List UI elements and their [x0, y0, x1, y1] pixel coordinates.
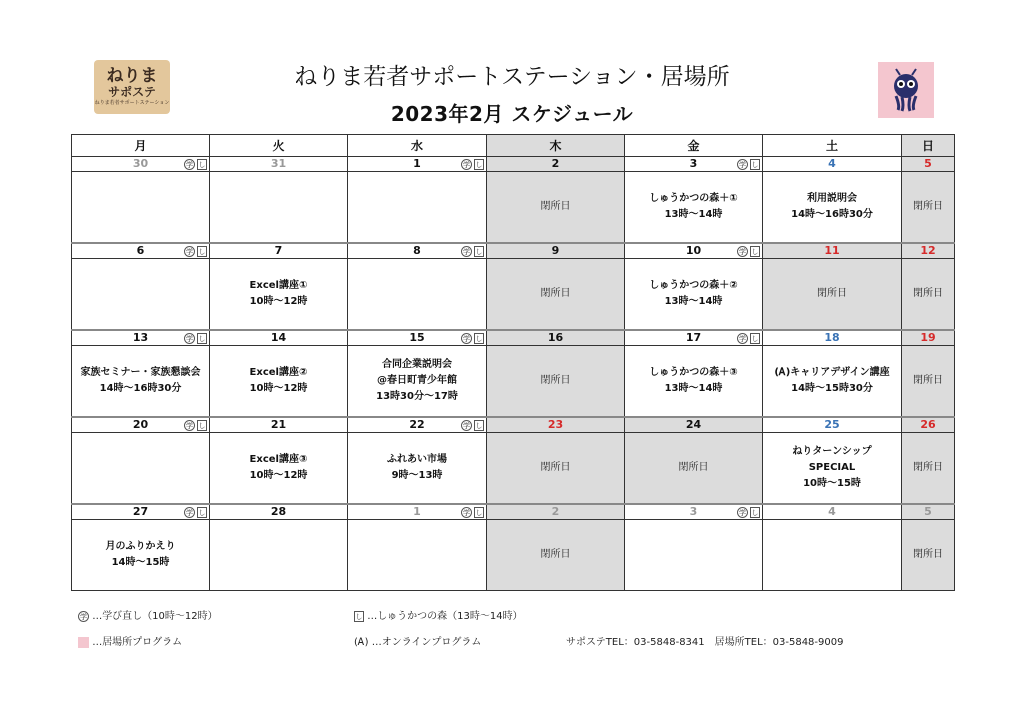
date-number: 21	[270, 418, 287, 431]
date-cell	[625, 330, 763, 346]
program-marks	[183, 505, 207, 519]
shukatsu-mark-icon: し	[355, 612, 363, 621]
program-marks	[736, 157, 760, 171]
event-cell	[210, 433, 348, 505]
closed-day-cell	[625, 433, 763, 505]
contact-info: サポステTEL：03-5848-8341 居場所TEL：03-5848-9009	[566, 637, 844, 648]
event-line: ねりターンシップ	[792, 446, 872, 457]
legend-online	[354, 633, 481, 648]
date-cell	[210, 157, 348, 172]
calendar-table	[71, 134, 955, 591]
program-marks	[460, 157, 484, 171]
manabi-mark-icon: 学	[739, 160, 746, 169]
program-marks	[183, 331, 207, 345]
event-line: 家族セミナー・家族懇談会	[80, 367, 201, 378]
event-line: Excel講座①	[249, 280, 308, 291]
date-number: 15	[409, 331, 425, 344]
event-line: ふれあい市場	[387, 454, 447, 465]
shukatsu-mark-icon: し	[475, 421, 483, 430]
legend-manabi-text: …学び直し（10時～12時）	[92, 611, 218, 622]
shukatsu-mark-icon: し	[475, 160, 483, 169]
event-cell	[763, 346, 902, 418]
closed-label: 閉所日	[540, 462, 571, 473]
event-cell	[763, 520, 902, 591]
event-cell	[72, 433, 210, 505]
shukatsu-mark-icon: し	[475, 334, 483, 343]
date-number: 23	[547, 418, 564, 431]
weekday-mon: 月	[72, 135, 210, 157]
shukatsu-mark-icon: し	[198, 247, 206, 256]
date-cell	[72, 504, 210, 520]
event-line: 10時～12時	[249, 296, 308, 307]
date-number: 14	[270, 331, 287, 344]
manabi-mark-icon: 学	[463, 508, 470, 517]
event-line: 13時～14時	[664, 383, 723, 394]
manabi-mark-icon: 学	[739, 508, 746, 517]
closed-label: 閉所日	[913, 549, 943, 560]
program-marks	[183, 244, 207, 258]
date-number: 28	[270, 505, 287, 518]
program-marks	[183, 157, 207, 171]
legend-manabi	[78, 607, 218, 622]
date-cell	[763, 330, 902, 346]
date-cell	[487, 243, 625, 259]
date-cell	[72, 417, 210, 433]
shukatsu-mark-icon: し	[751, 334, 759, 343]
weekday-sat: 土	[763, 135, 902, 157]
closed-label: 閉所日	[540, 288, 571, 299]
date-cell	[72, 157, 210, 172]
legend-shukatsu	[354, 607, 523, 622]
program-marks	[460, 331, 484, 345]
event-cell	[72, 259, 210, 331]
closed-label: 閉所日	[913, 288, 943, 299]
closed-day-cell	[763, 259, 902, 331]
date-number: 13	[132, 331, 149, 344]
date-cell	[487, 330, 625, 346]
date-number: 12	[920, 244, 936, 257]
closed-label: 閉所日	[913, 201, 943, 212]
closed-day-cell	[487, 259, 625, 331]
shukatsu-mark-icon: し	[198, 508, 206, 517]
manabi-mark-icon: 学	[463, 334, 470, 343]
date-number: 9	[551, 244, 560, 257]
closed-day-cell	[902, 346, 955, 418]
shukatsu-mark-icon: し	[751, 508, 759, 517]
event-row	[72, 259, 955, 331]
date-cell	[763, 243, 902, 259]
date-cell	[902, 417, 955, 433]
event-line: 14時～15時	[111, 557, 170, 568]
weekday-tue: 火	[210, 135, 348, 157]
date-cell	[902, 157, 955, 172]
event-cell	[210, 172, 348, 244]
event-cell	[763, 433, 902, 505]
event-line: 14時～16時30分	[99, 383, 182, 394]
event-line: 9時～13時	[391, 470, 443, 481]
closed-day-cell	[902, 259, 955, 331]
event-row	[72, 346, 955, 418]
date-cell	[72, 243, 210, 259]
closed-label: 閉所日	[913, 462, 943, 473]
date-cell	[72, 330, 210, 346]
date-cell	[348, 504, 487, 520]
manabi-mark-icon: 学	[463, 160, 470, 169]
date-cell	[902, 243, 955, 259]
date-number: 4	[828, 157, 836, 170]
date-row	[72, 417, 955, 433]
date-cell	[902, 504, 955, 520]
event-cell	[348, 433, 487, 505]
closed-day-cell	[902, 433, 955, 505]
date-number: 11	[824, 244, 840, 257]
closed-day-cell	[487, 346, 625, 418]
weekday-wed: 水	[348, 135, 487, 157]
event-line: 13時～14時	[664, 296, 723, 307]
date-cell	[902, 330, 955, 346]
legend-online-text: …オンラインプログラム	[371, 637, 482, 648]
program-marks	[183, 418, 207, 432]
date-cell	[210, 504, 348, 520]
date-number: 20	[132, 418, 149, 431]
ibasho-program-icon	[78, 637, 89, 648]
closed-label: 閉所日	[540, 549, 571, 560]
event-line: しゅうかつの森＋③	[649, 367, 738, 378]
closed-label: 閉所日	[540, 201, 571, 212]
date-cell	[348, 243, 487, 259]
event-row	[72, 520, 955, 591]
date-cell	[763, 417, 902, 433]
event-line: Excel講座③	[249, 454, 308, 465]
event-cell	[625, 172, 763, 244]
date-number: 5	[924, 505, 932, 518]
date-row	[72, 157, 955, 172]
event-cell	[763, 172, 902, 244]
event-cell	[72, 520, 210, 591]
event-cell	[210, 520, 348, 591]
date-row	[72, 243, 955, 259]
date-number: 19	[920, 331, 936, 344]
date-cell	[625, 157, 763, 172]
event-line: 14時～16時30分	[791, 209, 873, 220]
date-number: 25	[824, 418, 840, 431]
date-number: 16	[547, 331, 564, 344]
logo-text-1: ねりま	[106, 65, 158, 86]
event-cell	[348, 520, 487, 591]
date-row	[72, 504, 955, 520]
date-number: 2	[551, 157, 560, 170]
event-row	[72, 433, 955, 505]
manabi-mark-icon: 学	[739, 334, 746, 343]
date-cell	[210, 243, 348, 259]
legend-ibasho	[78, 633, 182, 648]
event-line: 10時～12時	[249, 383, 308, 394]
closed-day-cell	[487, 520, 625, 591]
date-cell	[210, 330, 348, 346]
date-cell	[348, 417, 487, 433]
event-line: しゅうかつの森＋②	[649, 280, 738, 291]
date-number: 5	[924, 157, 932, 170]
event-cell	[72, 172, 210, 244]
closed-label: 閉所日	[540, 375, 571, 386]
date-number: 24	[685, 418, 702, 431]
manabi-mark-icon: 学	[186, 508, 193, 517]
page-title: ねりま若者サポートステーション・居場所	[294, 64, 730, 90]
logo-text-2: サポステ	[108, 84, 156, 99]
date-number: 31	[270, 157, 287, 170]
date-cell	[625, 417, 763, 433]
date-number: 3	[689, 505, 698, 518]
closed-day-cell	[902, 172, 955, 244]
event-line: 14時～15時30分	[791, 383, 873, 394]
date-cell	[625, 504, 763, 520]
shukatsu-mark-icon: し	[475, 247, 483, 256]
date-number: 18	[824, 331, 840, 344]
event-cell	[625, 520, 763, 591]
event-line: 13時～14時	[664, 209, 723, 220]
weekday-fri: 金	[625, 135, 763, 157]
program-marks	[460, 505, 484, 519]
online-program-icon: (Ꭺ)	[354, 637, 369, 648]
date-number: 6	[136, 244, 145, 257]
weekday-sun: 日	[902, 135, 955, 157]
manabi-mark-icon: 学	[739, 247, 746, 256]
program-marks	[460, 418, 484, 432]
date-cell	[487, 417, 625, 433]
shukatsu-mark-icon: し	[751, 247, 759, 256]
manabi-mark-icon: 学	[186, 334, 193, 343]
date-cell	[210, 417, 348, 433]
date-number: 10	[685, 244, 702, 257]
date-number: 7	[274, 244, 283, 257]
date-number: 26	[920, 418, 936, 431]
legend-shukatsu-text: …しゅうかつの森（13時～14時）	[367, 611, 523, 622]
event-cell	[348, 346, 487, 418]
event-line: 13時30分～17時	[376, 391, 458, 402]
event-row	[72, 172, 955, 244]
event-line: 利用説明会	[807, 193, 857, 204]
manabi-mark-icon: 学	[80, 612, 87, 621]
date-number: 8	[413, 244, 421, 257]
date-number: 30	[132, 157, 149, 170]
closed-label: 閉所日	[913, 375, 943, 386]
closed-label: 閉所日	[678, 462, 709, 473]
date-cell	[625, 243, 763, 259]
weekday-header-row	[72, 135, 955, 157]
event-cell	[210, 346, 348, 418]
date-number: 22	[409, 418, 425, 431]
shukatsu-mark-icon: し	[751, 160, 759, 169]
event-line: しゅうかつの森＋①	[649, 193, 738, 204]
date-number: 1	[413, 505, 421, 518]
closed-day-cell	[487, 172, 625, 244]
shukatsu-mark-icon: し	[475, 508, 483, 517]
event-line: 月のふりかえり	[105, 541, 176, 552]
manabi-mark-icon: 学	[463, 247, 470, 256]
logo-text-3: ねりま若者サポートステーション	[94, 99, 170, 106]
legend-ibasho-text: …居場所プログラム	[92, 637, 183, 648]
shukatsu-mark-icon: し	[198, 160, 206, 169]
date-number: 17	[685, 331, 702, 344]
event-line: 合同企業説明会	[382, 359, 452, 370]
date-cell	[487, 157, 625, 172]
shukatsu-mark-icon: し	[198, 421, 206, 430]
closed-day-cell	[487, 433, 625, 505]
date-cell	[348, 330, 487, 346]
event-cell	[72, 346, 210, 418]
program-marks	[736, 331, 760, 345]
event-cell	[210, 259, 348, 331]
manabi-mark-icon: 学	[186, 160, 193, 169]
page-subtitle: 2023年2月 スケジュール	[390, 102, 634, 126]
date-number: 1	[413, 157, 421, 170]
event-cell	[625, 346, 763, 418]
date-number: 27	[132, 505, 149, 518]
weekday-thu: 木	[487, 135, 625, 157]
event-line: 10時～12時	[249, 470, 308, 481]
event-line: SPECIAL	[808, 462, 856, 473]
date-row	[72, 330, 955, 346]
date-cell	[348, 157, 487, 172]
event-cell	[348, 172, 487, 244]
date-number: 2	[551, 505, 560, 518]
event-line: Excel講座②	[249, 367, 308, 378]
date-number: 3	[689, 157, 698, 170]
manabi-mark-icon: 学	[463, 421, 470, 430]
event-cell	[625, 259, 763, 331]
shukatsu-mark-icon: し	[198, 334, 206, 343]
manabi-mark-icon: 学	[186, 421, 193, 430]
program-marks	[460, 244, 484, 258]
program-marks	[736, 505, 760, 519]
event-line: (Ꭺ)キャリアデザイン講座	[774, 367, 890, 378]
date-cell	[763, 157, 902, 172]
closed-label: 閉所日	[817, 288, 847, 299]
date-cell	[487, 504, 625, 520]
event-cell	[348, 259, 487, 331]
program-marks	[736, 244, 760, 258]
manabi-mark-icon: 学	[186, 247, 193, 256]
event-line: 10時～15時	[803, 478, 861, 489]
closed-day-cell	[902, 520, 955, 591]
date-cell	[763, 504, 902, 520]
event-line: @春日町青少年館	[377, 375, 457, 386]
date-number: 4	[828, 505, 836, 518]
